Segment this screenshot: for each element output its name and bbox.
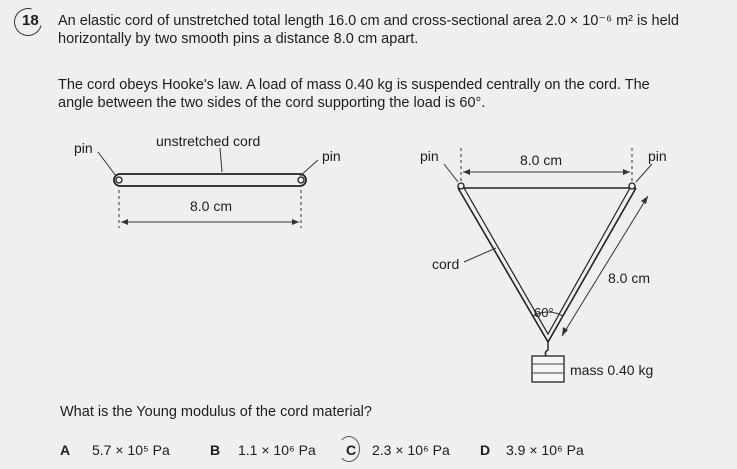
angle-label: 60°: [534, 305, 554, 320]
side-length-label: 8.0 cm: [608, 270, 651, 286]
top-dim-arrowhead-left: [463, 169, 470, 175]
option-a-value: 5.7 × 10⁵ Pa: [92, 442, 170, 458]
right-right-pin-pointer: [636, 164, 652, 182]
option-b[interactable]: [210, 442, 220, 458]
right-diagram: [444, 148, 652, 382]
unstretched-cord-label: unstretched cord: [156, 133, 261, 149]
right-left-pin-pointer: [444, 164, 458, 182]
option-c-circle-mark: [338, 436, 360, 462]
left-dim-arrowhead-left: [121, 219, 128, 225]
top-distance-label: 8.0 cm: [520, 152, 563, 168]
right-diagram-left-pin-label: pin: [420, 148, 439, 164]
option-c-letter: C: [346, 442, 357, 458]
mass-block: [532, 356, 564, 382]
left-diagram: [98, 148, 318, 228]
left-dim-arrowhead-right: [292, 219, 299, 225]
right-pin-pointer: [300, 160, 318, 176]
option-a-letter: A: [60, 442, 71, 458]
cord-label: cord: [432, 256, 460, 272]
unstretched-cord: [114, 174, 306, 186]
right-pin: [298, 177, 304, 183]
right-diagram-right-pin: [629, 183, 635, 189]
left-pin: [116, 177, 122, 183]
left-pin-pointer: [98, 152, 116, 176]
side-dim-arrowhead-top: [641, 196, 648, 204]
question-prompt: What is the Young modulus of the cord material?: [60, 404, 372, 420]
left-distance-label: 8.0 cm: [190, 198, 233, 214]
cord-pointer: [220, 148, 222, 172]
paragraph-1-line-1: An elastic cord of unstretched total length 16.0 cm and cross-sectional area 2.0 × 10⁻⁶ m² is held: [58, 13, 679, 29]
right-diagram-left-pin: [458, 183, 464, 189]
option-b-value: 1.1 × 10⁶ Pa: [238, 442, 316, 458]
option-d-value: 3.9 × 10⁶ Pa: [506, 442, 584, 458]
paragraph-2-line-1: The cord obeys Hooke's law. A load of mass 0.40 kg is suspended centrally on the cord. The: [58, 77, 650, 93]
hook: [545, 342, 548, 356]
side-dim-arrow: [562, 196, 651, 336]
option-b-letter: B: [210, 442, 221, 458]
option-c-value: 2.3 × 10⁶ Pa: [372, 442, 450, 458]
top-dim-arrowhead-right: [623, 169, 630, 175]
paragraph-2-line-2: angle between the two sides of the cord supporting the load is 60°.: [58, 95, 486, 111]
right-pin-label: pin: [322, 148, 341, 164]
option-a[interactable]: [60, 442, 70, 458]
option-d-letter: D: [480, 442, 491, 458]
left-pin-label: pin: [74, 140, 93, 156]
paragraph-1-line-2: horizontally by two smooth pins a distance 8.0 cm apart.: [58, 31, 419, 47]
question-number: 18: [22, 12, 39, 29]
option-d[interactable]: [480, 442, 490, 458]
right-diagram-right-pin-label: pin: [648, 148, 667, 164]
cord-label-pointer: [464, 248, 496, 262]
mass-label: mass 0.40 kg: [570, 362, 654, 378]
